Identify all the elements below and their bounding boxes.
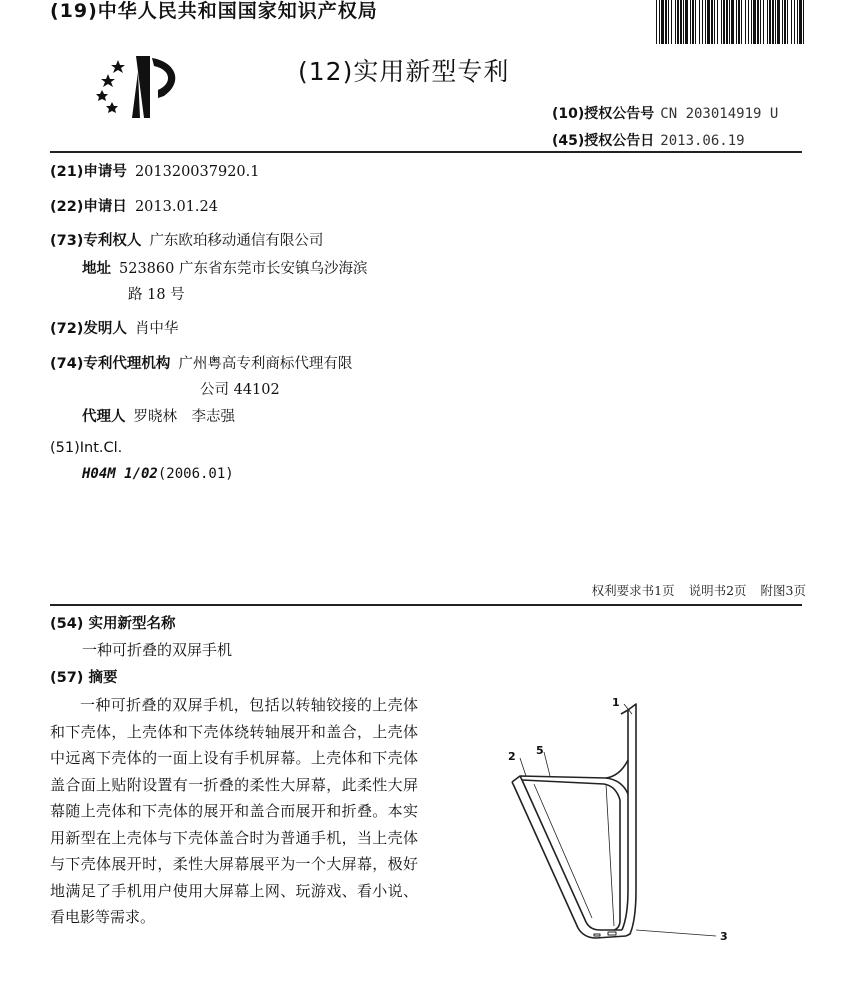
ipc-classification (82, 466, 234, 482)
inventor: 肖中华 (134, 321, 179, 337)
title-section-label: (54) 实用新型名称 (50, 616, 176, 632)
ipc-label-row (50, 440, 122, 456)
ipc-code: H04M 1/02 (82, 466, 158, 482)
publication-number-row (552, 103, 778, 123)
publication-date: 2013.06.19 (660, 133, 745, 149)
application-number-row (50, 160, 259, 181)
header-divider (50, 151, 802, 153)
figure-label-1: 1 (612, 696, 620, 709)
agency-line-1: 广州粤高专利商标代理有限 (178, 356, 353, 372)
application-date: 2013.01.24 (134, 199, 218, 215)
utility-model-title: 一种可折叠的双屏手机 (82, 641, 233, 659)
barcode (656, 0, 804, 44)
ipc-label: (51)Int.Cl. (50, 440, 123, 456)
address-label: 地址 (82, 261, 111, 277)
publication-number: CN 203014919 U (660, 106, 779, 122)
page-counts (578, 581, 806, 599)
patentee: 广东欧珀移动通信有限公司 (149, 233, 324, 249)
agent-row (82, 405, 235, 426)
agents: 罗晓林 李志强 (133, 409, 235, 425)
patentee-row (50, 229, 323, 250)
inventor-label: (72)发明人 (50, 321, 127, 337)
section-divider (50, 604, 802, 606)
application-date-label: (22)申请日 (50, 199, 127, 215)
figure-label-5: 5 (536, 744, 544, 757)
figure-label-2: 2 (508, 750, 516, 763)
agency-row (50, 352, 352, 373)
application-number-label: (21)申请号 (50, 164, 127, 180)
figure-label-3: 3 (720, 930, 728, 943)
agent-label: 代理人 (82, 409, 126, 425)
drawing-pages: 附图3页 (760, 583, 806, 598)
claims-pages: 权利要求书1页 (591, 583, 675, 598)
address-line-1: 523860 广东省东莞市长安镇乌沙海滨 (119, 261, 368, 277)
publication-date-label: (45)授权公告日 (552, 133, 655, 149)
patentee-label: (73)专利权人 (50, 233, 142, 249)
publication-number-label: (10)授权公告号 (552, 106, 655, 122)
issuing-office: (19)中华人民共和国国家知识产权局 (50, 0, 378, 22)
cnipa-emblem-logo (92, 52, 188, 122)
phone-figure (500, 690, 750, 950)
address-line-2: 路 18 号 (128, 287, 185, 303)
agency-line-2: 公司 44102 (200, 382, 280, 398)
ipc-version: (2006.01) (157, 466, 234, 482)
inventor-row (50, 317, 178, 338)
address-row (82, 257, 367, 278)
abstract-label: (57) 摘要 (50, 670, 118, 686)
publication-date-row (552, 130, 745, 150)
description-pages: 说明书2页 (688, 583, 747, 598)
application-date-row (50, 195, 218, 216)
patent-type-title: (12)实用新型专利 (298, 57, 510, 86)
application-number: 201320037920.1 (134, 164, 260, 180)
abstract-text: 一种可折叠的双屏手机，包括以转轴铰接的上壳体和下壳体，上壳体和下壳体绕转轴展开和盖合，上壳体中远离下壳体的一面上设有手机屏幕。上壳体和下壳体盖合面上贴附设置有一折叠的柔性大屏幕，此柔性大屏幕随上壳体和下壳体的展开和盖合而展开和折叠。本实用新型在上壳体与下壳体盖合时为普通手机，当上壳体与下壳体展开时，柔性大屏幕展平为一个大屏幕，极好地满足了手机用户使用大屏幕上网、玩游戏、看小说、看电影等需求。 (50, 696, 418, 926)
agency-label: (74)专利代理机构 (50, 356, 171, 372)
